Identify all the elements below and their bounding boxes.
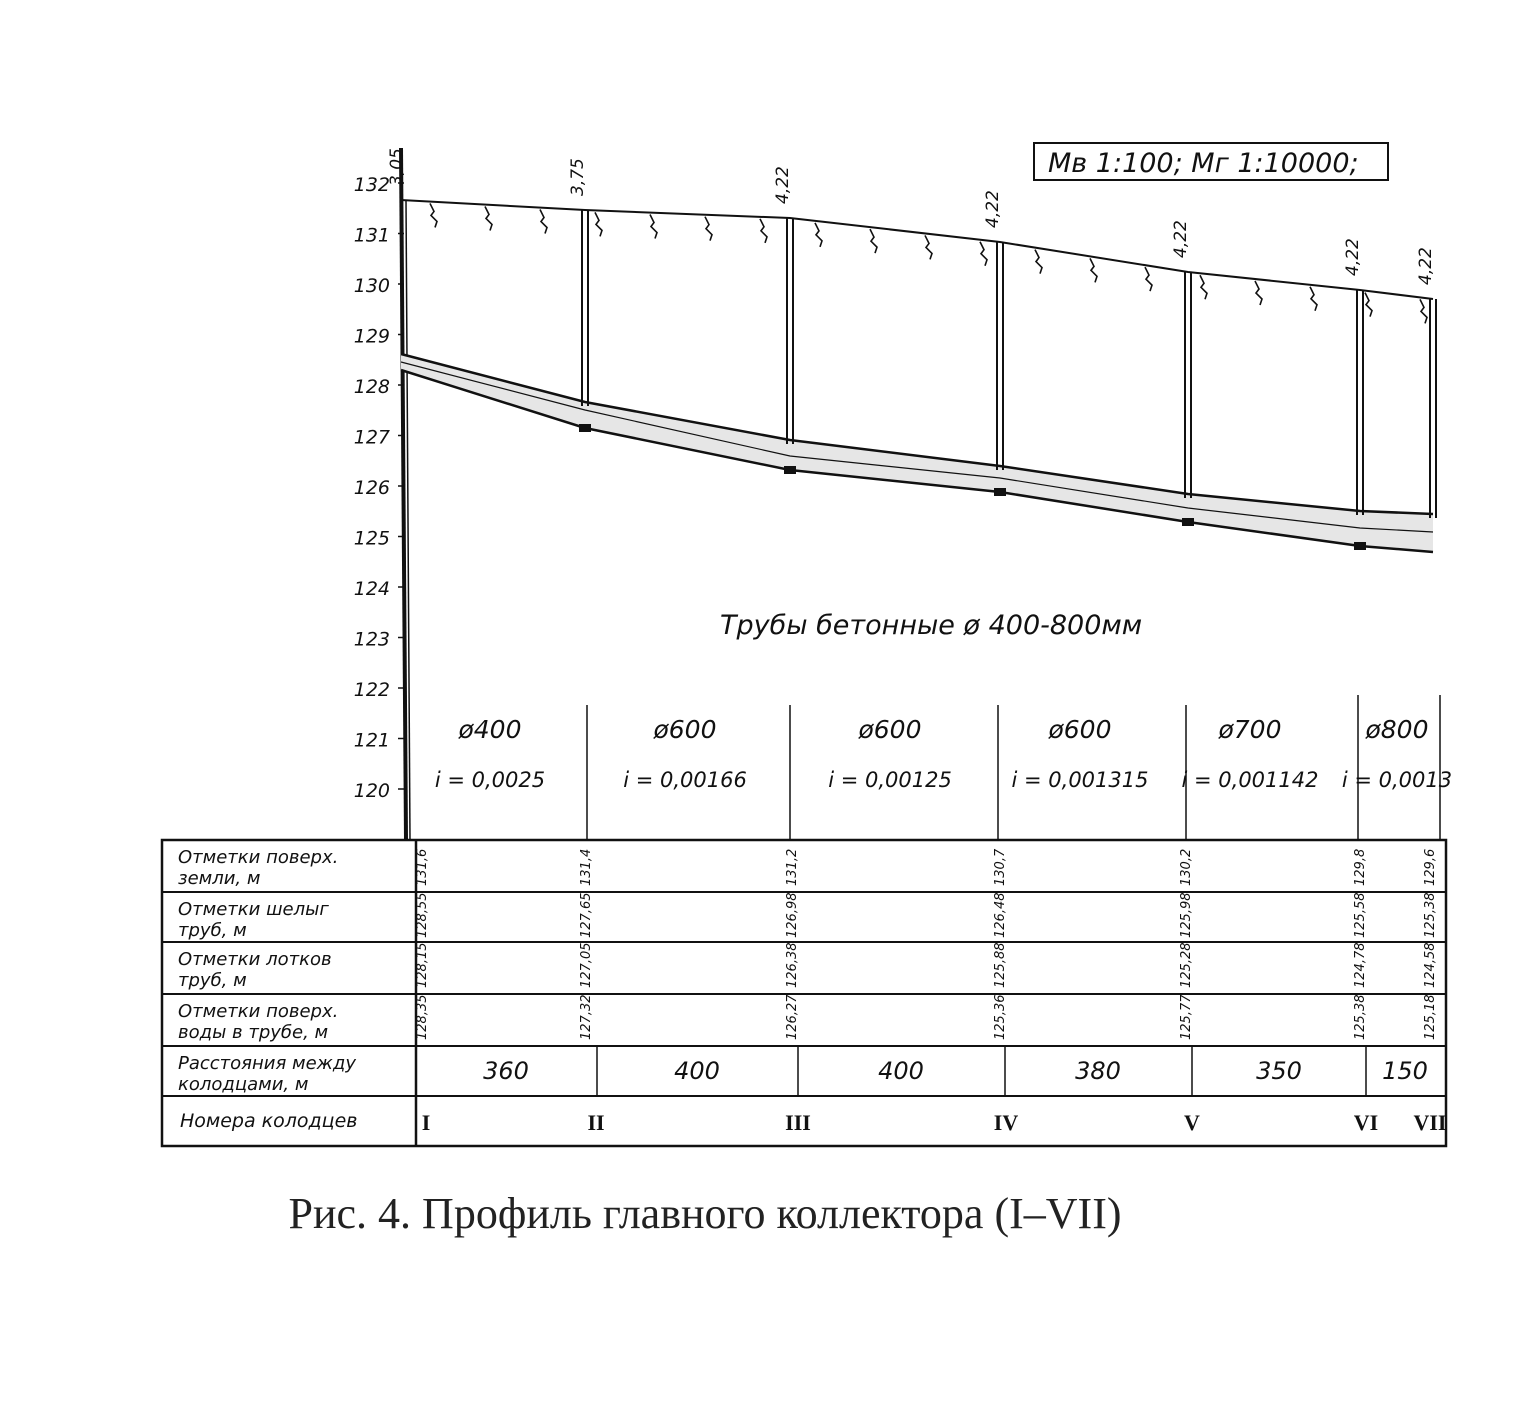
table-distance-value: 360 <box>483 1057 529 1085</box>
ground-hatch-mark <box>595 212 602 236</box>
elevation-tick-label: 126 <box>353 477 390 499</box>
table-elevation-value: 127,65 <box>579 892 594 938</box>
manhole-base <box>1354 542 1366 550</box>
ground-hatch-mark <box>1310 287 1317 311</box>
manhole-base <box>1182 518 1194 526</box>
table-row-label: Расстояния между <box>178 1053 356 1074</box>
table-well-number: V <box>1184 1110 1200 1135</box>
table-well-number: III <box>785 1110 811 1135</box>
collector-pipe <box>401 354 1433 552</box>
elevation-tick-label: 128 <box>353 376 390 398</box>
table-elevation-value: 128,35 <box>415 994 430 1040</box>
manhole-base <box>579 424 591 432</box>
table-elevation-value: 129,6 <box>1423 848 1438 886</box>
table-row-labels <box>178 847 358 1132</box>
well-depth-label: 3,75 <box>568 158 588 196</box>
ground-hatch-mark <box>760 219 767 243</box>
ground-hatch-mark <box>705 217 712 241</box>
ground-hatch-mark <box>815 223 822 247</box>
ground-hatch-mark <box>430 203 437 227</box>
ground-hatching <box>430 203 1427 323</box>
ground-hatch-mark <box>980 242 987 266</box>
table-elevation-value: 130,2 <box>1179 848 1194 886</box>
ground-hatch-mark <box>870 229 877 253</box>
table-distance-value: 380 <box>1075 1057 1121 1085</box>
segment-slope: i = 0,00166 <box>623 768 747 792</box>
table-elevation-value: 124,58 <box>1423 942 1438 988</box>
ground-hatch-mark <box>1145 267 1152 291</box>
segment-diameter: ø400 <box>458 715 522 744</box>
manhole-base <box>994 488 1006 496</box>
well-depth-label: 4,22 <box>1171 220 1191 258</box>
table-elevation-value: 125,98 <box>1179 892 1194 938</box>
table-elevation-value: 131,2 <box>785 848 800 886</box>
table-row-label: Отметки поверх. <box>178 1001 339 1022</box>
table-elevation-value: 125,58 <box>1353 892 1368 938</box>
table-elevation-value: 130,7 <box>993 848 1008 886</box>
segment-slope: i = 0,001315 <box>1011 768 1149 792</box>
scale-box <box>1034 143 1388 180</box>
segment-slope: i = 0,00125 <box>828 768 952 792</box>
segment-slope: i = 0,0025 <box>434 768 546 792</box>
scale-label: Мв 1:100; Мг 1:10000; <box>1048 148 1359 179</box>
elevation-tick-label: 129 <box>353 325 390 348</box>
well-depth-label: 3,05 <box>387 148 407 186</box>
table-elevation-value: 126,98 <box>785 892 800 938</box>
elevation-axis <box>354 148 410 840</box>
table-elevation-value: 125,77 <box>1179 994 1194 1040</box>
ground-hatch-mark <box>485 206 492 230</box>
table-row-label: земли, м <box>178 868 261 889</box>
table-row-label: труб, м <box>178 920 247 941</box>
elevation-tick-label: 131 <box>353 224 390 247</box>
ground-hatch-mark <box>1365 293 1372 317</box>
table-elevation-value: 124,78 <box>1353 942 1368 988</box>
ground-hatch-mark <box>1420 299 1427 323</box>
elevation-tick-label: 120 <box>353 780 390 802</box>
table-row-label: Отметки поверх. <box>178 847 339 868</box>
table-elevation-value: 131,4 <box>579 848 594 886</box>
segment-slope: i = 0,001142 <box>1181 768 1319 792</box>
table-elevation-value: 127,05 <box>579 942 594 988</box>
table-distance-value: 400 <box>878 1057 924 1085</box>
table-row-label: Номера колодцев <box>180 1110 358 1132</box>
ground-hatch-mark <box>1255 281 1262 305</box>
elevation-tick-label: 122 <box>353 679 390 701</box>
manholes <box>579 210 1436 550</box>
profile-table <box>162 840 1446 1146</box>
table-elevation-value: 128,15 <box>415 942 430 988</box>
segment-diameter: ø600 <box>653 715 717 744</box>
table-distance-value: 400 <box>674 1057 720 1085</box>
table-elevation-value: 126,38 <box>785 942 800 988</box>
segment-slope: i = 0,0013 <box>1341 768 1453 792</box>
well-depth-label: 4,22 <box>1416 247 1436 285</box>
elevation-tick-label: 121 <box>353 729 390 752</box>
ground-hatch-mark <box>925 235 932 259</box>
table-elevation-value: 125,18 <box>1423 994 1438 1040</box>
elevation-tick-label: 125 <box>353 527 390 550</box>
table-row-label: Отметки шелыг <box>178 899 329 920</box>
well-depth-label: 4,22 <box>773 166 793 204</box>
elevation-tick-label: 127 <box>353 426 390 449</box>
table-well-number: I <box>421 1110 431 1135</box>
table-row-label: Отметки лотков <box>178 949 332 970</box>
table-well-number: VI <box>1353 1110 1379 1135</box>
figure-caption: Рис. 4. Профиль главного коллектора (I–VII) <box>288 1189 1122 1238</box>
elevation-tick-label: 124 <box>353 578 390 600</box>
table-elevation-value: 127,32 <box>579 994 594 1040</box>
table-row-label: воды в трубе, м <box>178 1022 329 1043</box>
segment-diameter: ø600 <box>1048 715 1112 744</box>
ground-hatch-mark <box>1090 258 1097 282</box>
ground-hatch-mark <box>650 215 657 239</box>
table-elevation-value: 125,28 <box>1179 942 1194 988</box>
segment-diameter: ø800 <box>1365 715 1429 744</box>
table-elevation-value: 126,27 <box>785 994 800 1040</box>
table-elevation-value: 125,38 <box>1423 892 1438 938</box>
table-row-label: труб, м <box>178 970 247 991</box>
pipe-note: Трубы бетонные ø 400-800мм <box>720 610 1143 641</box>
table-elevation-value: 129,8 <box>1353 848 1368 886</box>
table-elevation-value: 125,88 <box>993 942 1008 988</box>
ground-hatch-mark <box>1035 250 1042 274</box>
ground-surface-line <box>401 200 1433 299</box>
table-distance-value: 150 <box>1382 1057 1428 1085</box>
table-well-number: II <box>587 1110 605 1135</box>
table-row-label: колодцами, м <box>178 1074 309 1095</box>
table-elevation-value: 126,48 <box>993 892 1008 938</box>
ground-hatch-mark <box>1200 275 1207 299</box>
ground-hatch-mark <box>540 210 547 234</box>
table-well-number: VII <box>1413 1110 1447 1135</box>
well-depth-label: 4,22 <box>983 190 1003 228</box>
table-well-number: IV <box>993 1110 1019 1135</box>
segment-diameter: ø700 <box>1218 715 1282 744</box>
table-elevation-value: 131,6 <box>415 848 430 886</box>
segment-diameter: ø600 <box>858 715 922 744</box>
table-elevation-value: 128,55 <box>415 892 430 938</box>
elevation-tick-label: 123 <box>353 628 390 651</box>
elevation-tick-label: 130 <box>353 275 390 297</box>
table-distance-value: 350 <box>1256 1057 1302 1085</box>
well-depth-label: 4,22 <box>1343 238 1363 276</box>
elevation-tick-label: 132 <box>353 174 390 196</box>
table-elevation-value: 125,36 <box>993 994 1008 1040</box>
table-elevation-value: 125,38 <box>1353 994 1368 1040</box>
manhole-base <box>784 466 796 474</box>
